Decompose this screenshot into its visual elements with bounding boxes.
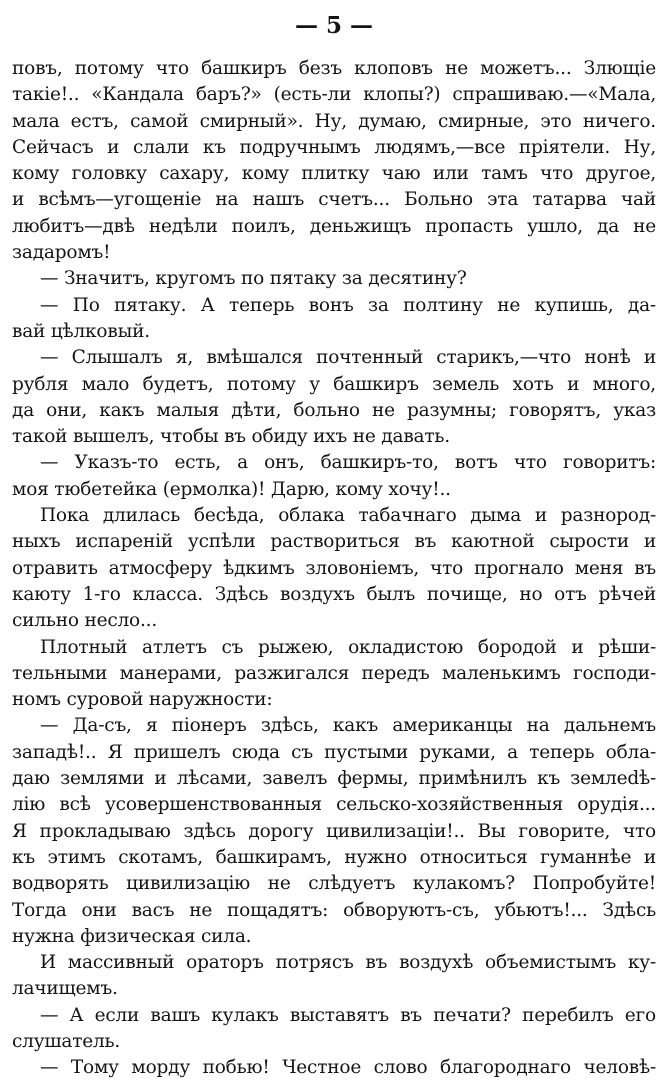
text-line: водворять цивилизацію не слѣдуетъ кулакомъ? Попробуйте! xyxy=(12,873,656,895)
text-line: любитъ—двѣ недѣли поилъ, деньжищъ пропасть ушло, да не xyxy=(12,215,656,237)
text-line: ныхъ испареній успѣли раствориться въ каютной сырости и xyxy=(12,531,656,553)
text-line: кому головку сахару, кому плитку чаю или тамъ что другое, xyxy=(12,163,656,185)
text-line: — Да-съ, я піонеръ здѣсь, какъ американцы на дальнемъ xyxy=(40,715,656,737)
text-line: и всѣмъ—угощеніе на нашъ счетъ... Больно эта татарва чай xyxy=(12,189,656,211)
text-line: Пока длилась бесѣда, облака табачнаго дыма и разнород- xyxy=(40,505,656,527)
text-line: мала естъ, самой смирный». Ну, думаю, смирные, это ничего. xyxy=(12,110,656,132)
text-line: И массивный ораторъ потрясъ въ воздухѣ объемистымъ ку- xyxy=(40,952,656,974)
text-line: каюту 1-го класса. Здѣсь воздухъ былъ почище, но отъ рѣчей xyxy=(12,583,656,605)
book-page xyxy=(12,6,656,1082)
text-line: отравить атмосферу ѣдкимъ зловоніемъ, что прогнало меня въ xyxy=(12,557,656,579)
text-line: такіе!.. «Кандала баръ?» (есть-ли клопы?) спрашиваю.—«Мала, xyxy=(12,84,656,106)
text-line: лію всѣ усовершенствованныя сельско-хозяйственныя орудія... xyxy=(12,794,656,816)
text-line: да они, какъ малыя дѣти, больно не разумны; говорятъ, указ xyxy=(12,399,656,421)
text-line: нужна физическая сила. xyxy=(12,925,252,947)
text-body xyxy=(12,56,656,1082)
text-line: задаромъ! xyxy=(12,242,111,264)
text-line: Сейчасъ и слали къ подручнымъ людямъ,—все пріятели. Ну, xyxy=(12,136,656,158)
text-line: такой вышелъ, чтобы въ обиду ихъ не давать. xyxy=(12,426,450,448)
text-line: — Указъ-то есть, а онъ, башкиръ-то, вотъ что говоритъ: xyxy=(40,452,656,474)
text-line: повъ, потому что башкиръ безъ клоповъ не можетъ... Злющіе xyxy=(12,58,656,79)
text-line: западѣ!.. Я пришелъ сюда съ пустыми руками, а теперь обла- xyxy=(12,741,656,763)
text-line: моя тюбетейка (ермолка)! Дарю, кому хочу!.. xyxy=(12,478,451,500)
text-line: слушатель. xyxy=(12,1030,121,1052)
text-line: сильно несло... xyxy=(12,610,158,632)
text-line: тельными манерами, разжигался передъ маленькимъ господи- xyxy=(12,662,656,684)
text-line: даю землями и лѣсами, завелъ фермы, примѣнилъ къ землedѣ- xyxy=(12,768,656,790)
text-line: лачищемъ. xyxy=(12,978,118,1000)
text-line: Тогда они васъ не пощадятъ: обворуютъ-съ, убьютъ!... Здѣсь xyxy=(12,899,656,921)
page-number: — 5 — xyxy=(294,12,374,39)
text-line: — Значитъ, кругомъ по пятаку за десятину? xyxy=(40,268,467,290)
text-line: вай цѣлковый. xyxy=(12,320,150,342)
text-line: — Тому морду побью! Честное слово благороднаго человѣ- xyxy=(40,1057,656,1079)
text-line: — По пятаку. А теперь вонъ за полтину не купишь, да- xyxy=(40,294,656,316)
text-line: къ этимъ скотамъ, башкирамъ, нужно относиться гуманнѣе и xyxy=(12,846,656,868)
text-line: Плотный атлетъ съ рыжею, окладистою бородой и рѣши- xyxy=(40,636,656,658)
text-line: номъ суровой наружности: xyxy=(12,689,273,711)
text-line: — А если вашъ кулакъ выставятъ въ печати? перебилъ его xyxy=(40,1004,656,1026)
text-line: Я прокладываю здѣсь дорогу цивилизаціи!.. Вы говорите, что xyxy=(12,820,656,842)
text-line: — Слышалъ я, вмѣшался почтенный старикъ,—что нонѣ и xyxy=(40,347,656,369)
text-line: рубля мало будетъ, потому у башкиръ земель хоть и много, xyxy=(12,373,656,395)
